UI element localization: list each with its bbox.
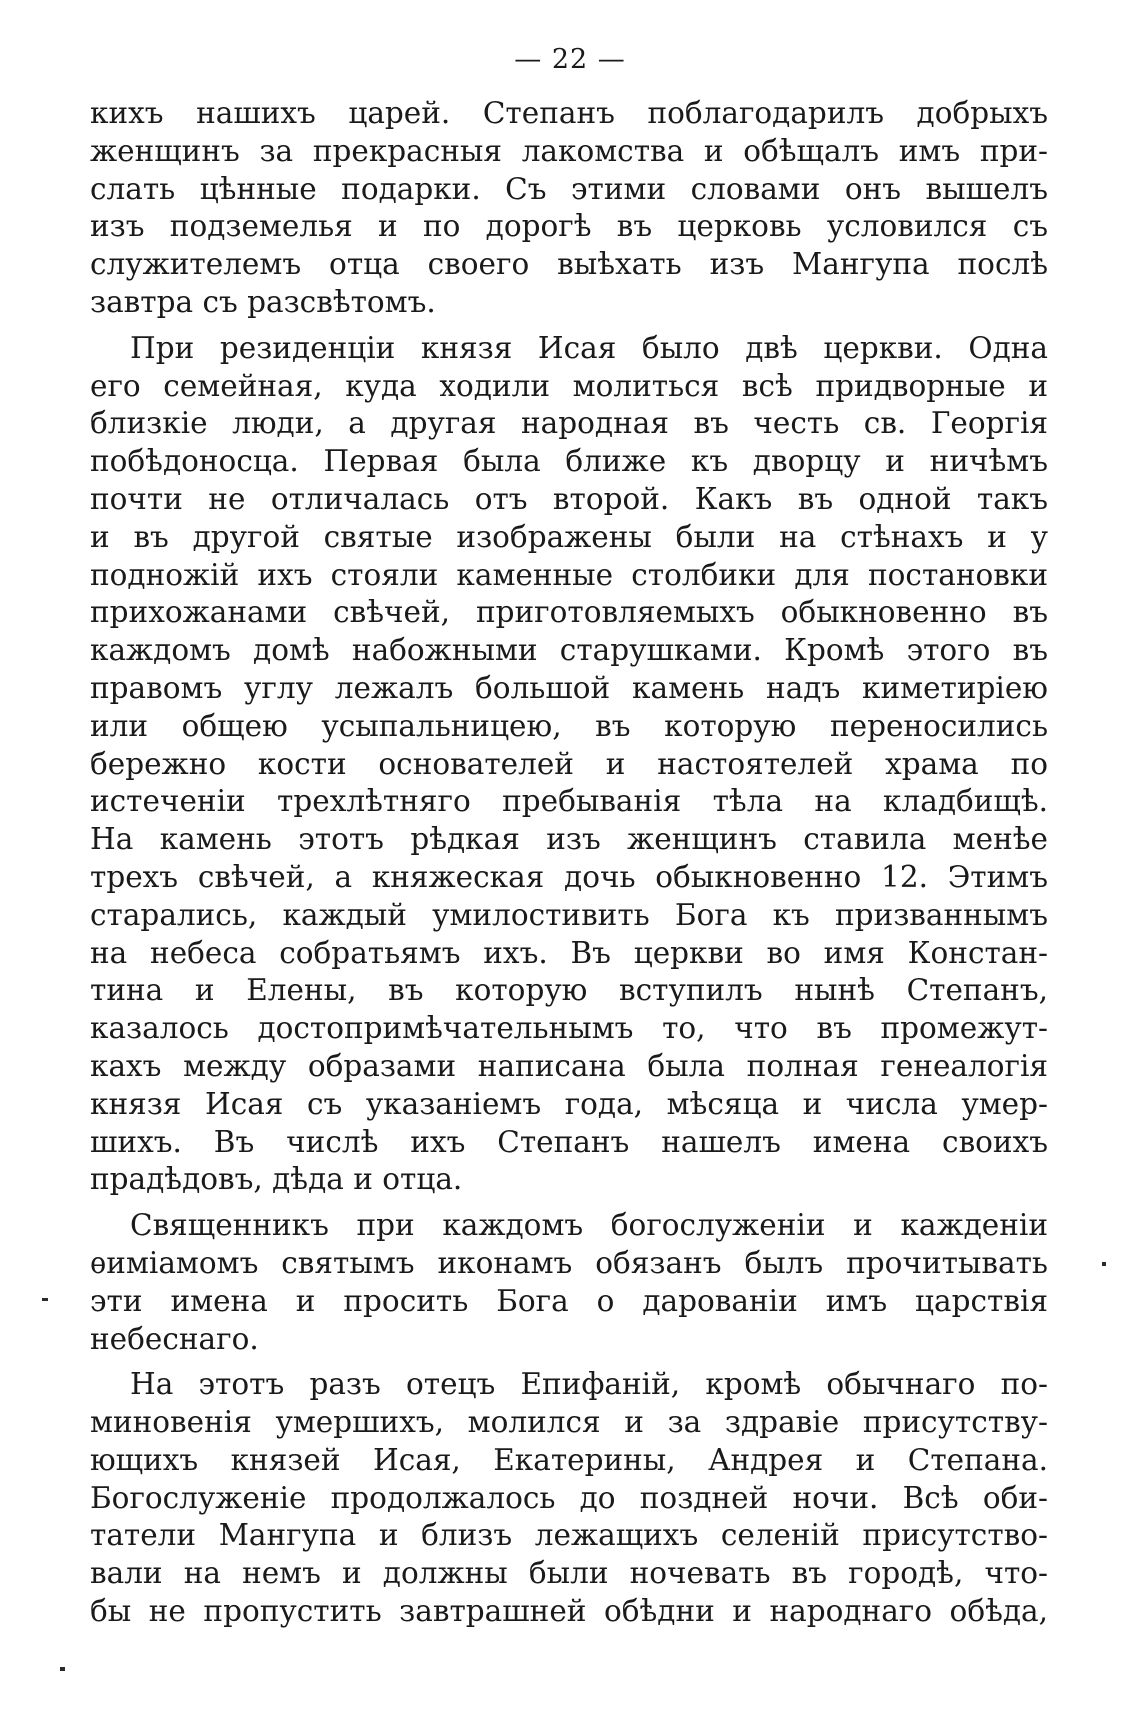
paragraph — [90, 1366, 1048, 1631]
text-line: На камень этотъ рѣдкая изъ женщинъ ставила менѣе — [90, 822, 1048, 857]
text-line: Священникъ при каждомъ богослуженіи и кажденіи — [130, 1208, 1048, 1243]
text-line: прихожанами свѣчей, приготовляемыхъ обыкновенно въ — [90, 595, 1048, 630]
text-line: на небеса собратьямъ ихъ. Въ церкви во имя Констан- — [90, 935, 1048, 970]
text-line: ѳиміамомъ святымъ иконамъ обязанъ былъ прочитывать — [90, 1245, 1048, 1280]
text-line: Богослуженіе продолжалось до поздней ночи. Всѣ оби- — [90, 1480, 1048, 1515]
scan-speck — [60, 1667, 65, 1671]
text-line: завтра съ разсвѣтомъ. — [90, 284, 436, 319]
text-line: старались, каждый умилостивить Бога къ призваннымъ — [90, 897, 1048, 932]
text-line: каждомъ домѣ набожными старушками. Кромѣ этого въ — [90, 633, 1048, 668]
text-line: истеченіи трехлѣтняго пребыванія тѣла на кладбищѣ. — [90, 784, 1048, 819]
text-line: На этотъ разъ отецъ Епифаній, кромѣ обычнаго по- — [130, 1367, 1048, 1402]
text-line: казалось достопримѣчательнымъ то, что въ промежут- — [90, 1011, 1048, 1046]
text-line: татели Мангупа и близъ лежащихъ селеній присутство- — [90, 1518, 1048, 1553]
text-line: ющихъ князей Исая, Екатерины, Андрея и Степана. — [90, 1442, 1048, 1477]
text-line: его семейная, куда ходили молиться всѣ придворные и — [90, 368, 1048, 403]
text-line: бережно кости основателей и настоятелей храма по — [90, 746, 1048, 781]
text-line: правомъ углу лежалъ большой камень надъ киметиріею — [90, 670, 1048, 705]
scan-speck — [1102, 1262, 1106, 1266]
text-line: побѣдоносца. Первая была ближе къ дворцу и ничѣмъ — [90, 444, 1048, 479]
text-line: князя Исая съ указаніемъ года, мѣсяца и числа умер- — [90, 1086, 1048, 1121]
paragraph — [90, 1207, 1048, 1358]
text-line: кахъ между образами написана была полная генеалогія — [90, 1048, 1048, 1083]
text-line: подножій ихъ стояли каменные столбики для постановки — [90, 557, 1048, 592]
text-line: трехъ свѣчей, а княжеская дочь обыкновенно 12. Этимъ — [90, 859, 1048, 894]
paragraph — [90, 95, 1048, 322]
paragraph — [90, 330, 1048, 1199]
page-body — [90, 95, 1048, 1631]
text-line: миновенія умершихъ, молился и за здравіе присутству- — [90, 1405, 1048, 1440]
page-number: — 22 — — [514, 44, 626, 75]
text-line: кихъ нашихъ царей. Степанъ поблагодарилъ добрыхъ — [90, 96, 1048, 130]
text-line: женщинъ за прекрасныя лакомства и обѣщалъ имъ при- — [90, 133, 1048, 168]
text-line: близкіе люди, а другая народная въ честь св. Георгія — [90, 406, 1048, 441]
text-line: При резиденціи князя Исая было двѣ церкви. Одна — [130, 330, 1048, 365]
text-line: почти не отличалась отъ второй. Какъ въ одной такъ — [90, 481, 1048, 516]
text-line: и въ другой святые изображены были на стѣнахъ и у — [90, 519, 1048, 554]
text-line: или общею усыпальницею, въ которую переносились — [90, 708, 1048, 743]
text-line: служителемъ отца своего выѣхать изъ Мангупа послѣ — [90, 247, 1048, 282]
text-line: бы не пропустить завтрашней обѣдни и народнаго обѣда, — [90, 1594, 1048, 1629]
text-line: изъ подземелья и по дорогѣ въ церковь условился съ — [90, 209, 1048, 244]
text-line: эти имена и просить Бога о дарованіи имъ царствія — [90, 1283, 1048, 1318]
text-line: тина и Елены, въ которую вступилъ нынѣ Степанъ, — [90, 973, 1048, 1008]
scan-speck — [42, 1298, 48, 1301]
text-line: слать цѣнные подарки. Съ этими словами онъ вышелъ — [90, 171, 1048, 206]
text-line: прадѣдовъ, дѣда и отца. — [90, 1162, 463, 1197]
text-line: небеснаго. — [90, 1321, 259, 1356]
text-line: шихъ. Въ числѣ ихъ Степанъ нашелъ имена своихъ — [90, 1124, 1048, 1159]
text-line: вали на немъ и должны были ночевать въ городѣ, что- — [90, 1556, 1048, 1591]
